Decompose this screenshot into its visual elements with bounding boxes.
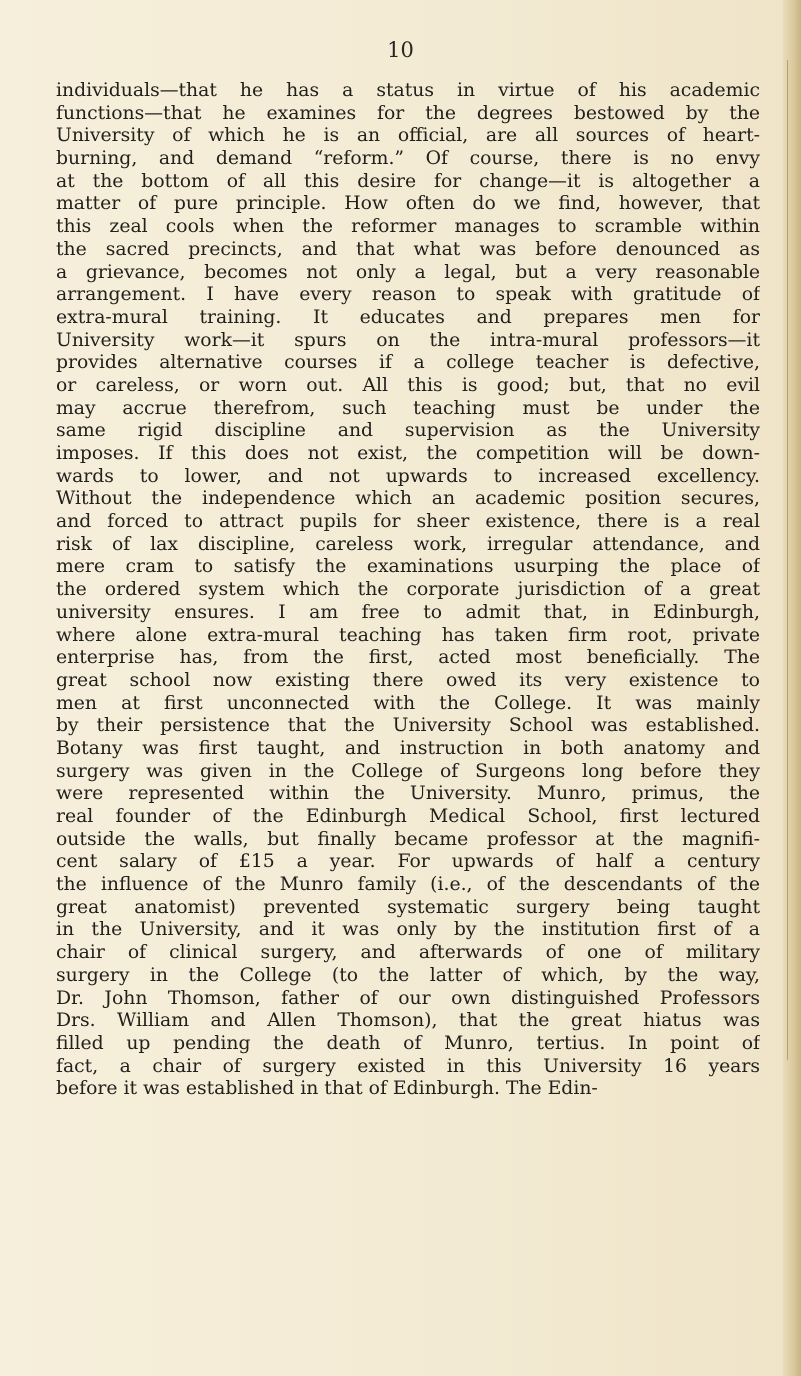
text-line: wards to lower, and not upwards to increased excellency. [56, 465, 760, 487]
text-line: provides alternative courses if a college teacher is defective, [56, 352, 760, 374]
text-line: enterprise has, from the first, acted most beneficially. The [56, 647, 760, 669]
text-line: Botany was first taught, and instruction in both anatomy and [56, 737, 760, 759]
text-line: the ordered system which the corporate jurisdiction of a great [56, 579, 760, 601]
body-text [56, 80, 760, 1101]
text-line: risk of lax discipline, careless work, irregular attendance, and [56, 533, 760, 555]
text-line: before it was established in that of Edinburgh. The Edin- [56, 1078, 598, 1100]
text-line: fact, a chair of surgery existed in this University 16 years [56, 1055, 760, 1077]
text-line: may accrue therefrom, such teaching must be under the [56, 397, 760, 419]
text-line: men at first unconnected with the College. It was mainly [56, 692, 760, 714]
text-line: Without the independence which an academic position secures, [56, 488, 760, 510]
text-line: a grievance, becomes not only a legal, but a very reasonable [56, 261, 760, 283]
text-line: same rigid discipline and supervision as the University [56, 420, 760, 442]
text-line: university ensures. I am free to admit that, in Edinburgh, [56, 601, 760, 623]
text-line: burning, and demand “reform.” Of course, there is no envy [56, 148, 760, 170]
text-line: mere cram to satisfy the examinations usurping the place of [56, 556, 760, 578]
text-line: cent salary of £15 a year. For upwards of half a century [56, 851, 760, 873]
text-line: University work—it spurs on the intra-mural professors—it [56, 329, 760, 351]
text-line: filled up pending the death of Munro, tertius. In point of [56, 1032, 760, 1054]
text-line: the sacred precincts, and that what was before denounced as [56, 238, 760, 260]
text-line: or careless, or worn out. All this is good; but, that no evil [56, 374, 760, 396]
text-line: were represented within the University. Munro, primus, the [56, 783, 760, 805]
text-line: and forced to attract pupils for sheer existence, there is a real [56, 511, 760, 533]
text-line: surgery in the College (to the latter of which, by the way, [56, 964, 760, 986]
text-line: chair of clinical surgery, and afterwards of one of military [56, 942, 760, 964]
text-line: University of which he is an official, are all sources of heart- [56, 125, 760, 147]
text-line: where alone extra-mural teaching has taken firm root, private [56, 624, 760, 646]
text-line: by their persistence that the University School was established. [56, 715, 760, 737]
text-line: outside the walls, but finally became professor at the magnifi- [56, 828, 760, 850]
text-line: the influence of the Munro family (i.e., of the descendants of the [56, 874, 760, 896]
text-line: extra-mural training. It educates and prepares men for [56, 306, 760, 328]
text-line: this zeal cools when the reformer manages to scramble within [56, 216, 760, 238]
text-line: surgery was given in the College of Surgeons long before they [56, 760, 760, 782]
page-number: 10 [387, 38, 414, 62]
text-line: at the bottom of all this desire for change—it is altogether a [56, 170, 760, 192]
text-line: individuals—that he has a status in virtue of his academic [56, 80, 760, 101]
text-line: real founder of the Edinburgh Medical School, first lectured [56, 806, 760, 827]
text-line: Drs. William and Allen Thomson), that the great hiatus was [56, 1010, 760, 1032]
text-line: functions—that he examines for the degrees bestowed by the [56, 102, 760, 124]
text-line: matter of pure principle. How often do we find, however, that [56, 193, 760, 215]
text-line: Dr. John Thomson, father of our own distinguished Professors [56, 987, 760, 1009]
text-line: great school now existing there owed its very existence to [56, 669, 760, 691]
page-edge-shadow [783, 0, 801, 1376]
text-line: great anatomist) prevented systematic surgery being taught [56, 896, 760, 918]
text-line: arrangement. I have every reason to speak with gratitude of [56, 284, 760, 306]
text-line: imposes. If this does not exist, the competition will be down- [56, 443, 760, 464]
text-line: in the University, and it was only by the institution first of a [56, 919, 760, 941]
